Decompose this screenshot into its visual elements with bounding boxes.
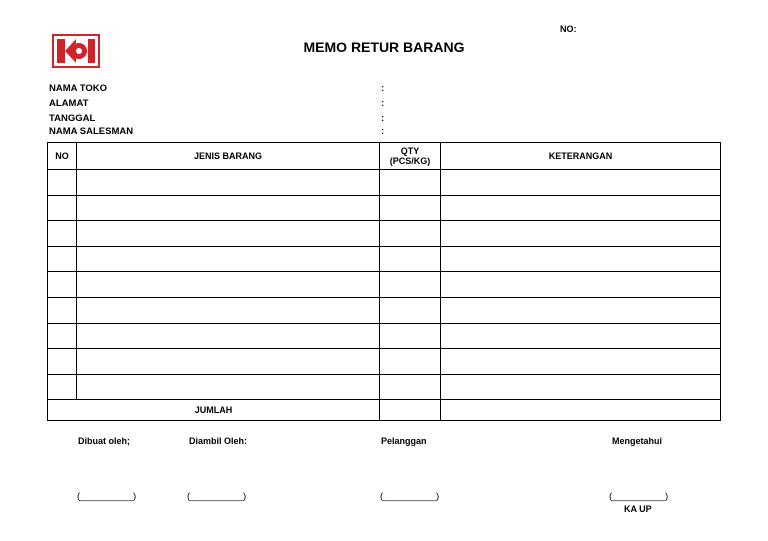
cell-no[interactable]: [48, 323, 77, 349]
signature-line-mengetahui[interactable]: (__________): [609, 491, 669, 502]
table-row: [48, 349, 721, 375]
cell-qty[interactable]: [380, 221, 441, 247]
cell-keterangan[interactable]: [441, 297, 721, 323]
cell-qty[interactable]: [380, 323, 441, 349]
signature-label-dibuat: Dibuat oleh;: [78, 436, 130, 446]
cell-jenis-barang[interactable]: [77, 195, 380, 221]
info-colon-tanggal: :: [381, 113, 385, 124]
cell-keterangan[interactable]: [441, 195, 721, 221]
qty-header-line1: QTY: [400, 146, 420, 156]
signature-label-diambil: Diambil Oleh:: [189, 436, 248, 446]
cell-jenis-barang[interactable]: [77, 272, 380, 298]
cell-qty[interactable]: [380, 374, 441, 400]
cell-no[interactable]: [48, 272, 77, 298]
table-header-row: [48, 143, 721, 170]
total-qty-cell[interactable]: [380, 400, 441, 421]
signature-label-pelanggan: Pelanggan: [381, 436, 427, 446]
cell-keterangan[interactable]: [441, 374, 721, 400]
cell-no[interactable]: [48, 297, 77, 323]
cell-jenis-barang[interactable]: [77, 246, 380, 272]
signature-line-diambil[interactable]: (__________): [187, 491, 247, 502]
cell-jenis-barang[interactable]: [77, 297, 380, 323]
table-row: [48, 297, 721, 323]
qty-header-line2: (PCS/KG): [389, 156, 431, 166]
table-row: [48, 272, 721, 298]
page-title: MEMO RETUR BARANG: [303, 39, 465, 55]
column-header-keterangan: KETERANGAN: [441, 143, 721, 170]
column-header-jenis-barang: JENIS BARANG: [77, 143, 380, 170]
cell-jenis-barang[interactable]: [77, 374, 380, 400]
table-row: [48, 221, 721, 247]
cell-no[interactable]: [48, 374, 77, 400]
cell-keterangan[interactable]: [441, 349, 721, 375]
total-keterangan-cell[interactable]: [441, 400, 721, 421]
items-table: [47, 142, 721, 421]
cell-qty[interactable]: [380, 297, 441, 323]
table-row: [48, 323, 721, 349]
signature-label-mengetahui: Mengetahui: [612, 436, 663, 446]
cell-keterangan[interactable]: [441, 221, 721, 247]
signature-line-dibuat[interactable]: (__________): [77, 491, 137, 502]
cell-no[interactable]: [48, 221, 77, 247]
cell-jenis-barang[interactable]: [77, 323, 380, 349]
info-label-alamat: ALAMAT: [49, 98, 89, 109]
info-label-tanggal: TANGGAL: [49, 113, 96, 124]
cell-qty[interactable]: [380, 195, 441, 221]
cell-jenis-barang[interactable]: [77, 349, 380, 375]
cell-qty[interactable]: [380, 246, 441, 272]
cell-no[interactable]: [48, 246, 77, 272]
table-row: [48, 374, 721, 400]
info-colon-nama-salesman: :: [381, 126, 385, 137]
cell-keterangan[interactable]: [441, 170, 721, 196]
cell-qty[interactable]: [380, 272, 441, 298]
memo-number-label: NO:: [560, 24, 577, 34]
column-header-qty: [380, 143, 441, 170]
info-label-nama-toko: NAMA TOKO: [49, 83, 108, 94]
cell-keterangan[interactable]: [441, 272, 721, 298]
cell-no[interactable]: [48, 349, 77, 375]
table-row: [48, 170, 721, 196]
table-total-row: [48, 400, 721, 421]
info-label-nama-salesman: NAMA SALESMAN: [49, 126, 134, 137]
info-colon-nama-toko: :: [381, 83, 385, 94]
cell-qty[interactable]: [380, 170, 441, 196]
cell-no[interactable]: [48, 170, 77, 196]
total-label: JUMLAH: [48, 400, 380, 421]
table-row: [48, 195, 721, 221]
cell-keterangan[interactable]: [441, 323, 721, 349]
table-row: [48, 246, 721, 272]
column-header-no: NO: [48, 143, 77, 170]
signature-line-pelanggan[interactable]: (__________): [380, 491, 440, 502]
cell-jenis-barang[interactable]: [77, 221, 380, 247]
info-colon-alamat: :: [381, 98, 385, 109]
signature-title-ka-up: KA UP: [624, 504, 652, 514]
cell-keterangan[interactable]: [441, 246, 721, 272]
cell-qty[interactable]: [380, 349, 441, 375]
cell-no[interactable]: [48, 195, 77, 221]
cell-jenis-barang[interactable]: [77, 170, 380, 196]
